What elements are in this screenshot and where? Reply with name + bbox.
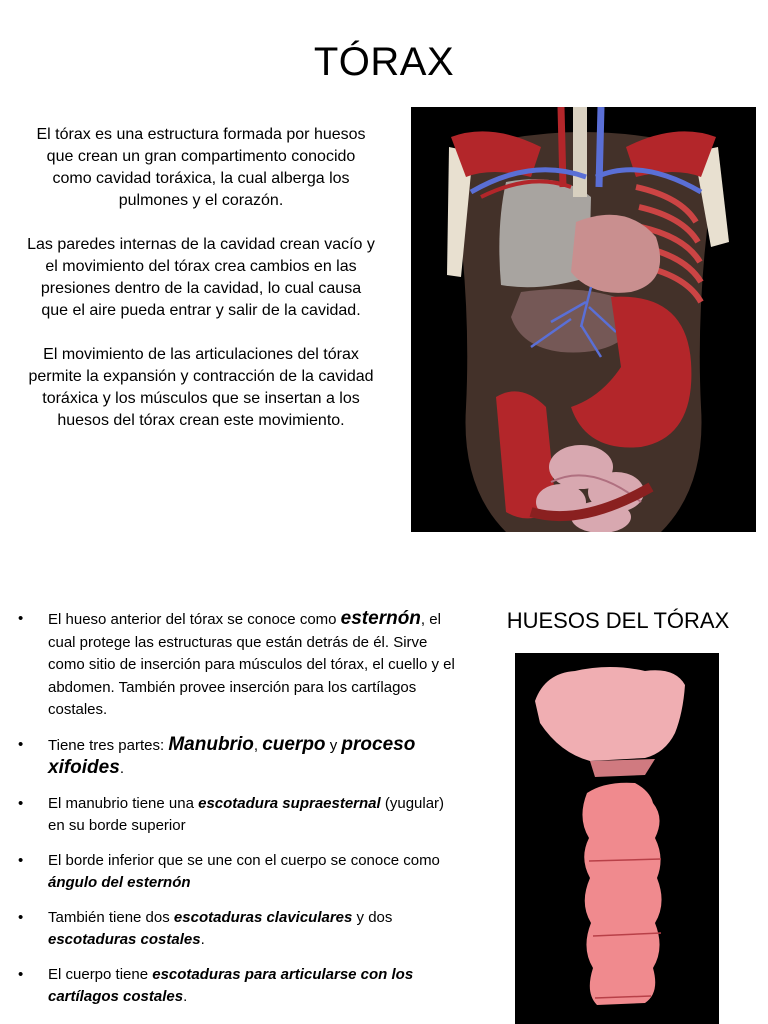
- term-cuerpo: cuerpo: [262, 733, 326, 755]
- term-esternon: esternón: [340, 608, 421, 629]
- list-item: • El hueso anterior del tórax se conoce como esternón, el cual protege las estructuras que están detrás de él. Sirve como sitio de inserción para músculos del tórax, el cuello y el abdomen. También provee inserción para los cartílagos costales.: [18, 608, 463, 722]
- list-item: • El manubrio tiene una escotadura supraesternal (yugular) en su borde superior: [18, 793, 463, 838]
- term-manubrio: Manubrio: [168, 733, 254, 755]
- term-escotaduras-costales: escotaduras costales: [48, 931, 201, 948]
- sternum-illustration: [515, 653, 719, 1024]
- term-escotaduras-cartilagos: escotaduras para articularse con los cartílagos costales: [48, 965, 414, 1005]
- thorax-illustration: [411, 107, 756, 532]
- list-item: • También tiene dos escotaduras claviculares y dos escotaduras costales.: [18, 907, 463, 952]
- intro-paragraph: El tórax es una estructura formada por huesos que crean un gran compartimento conocido como cavidad toráxica, la cual alberga los pulmones y el corazón.: [36, 126, 366, 209]
- section-title: HUESOS DEL TÓRAX: [506, 608, 730, 633]
- term-angulo-esternon: ángulo del esternón: [48, 874, 191, 891]
- list-item: • El borde inferior que se une con el cuerpo se conoce como ángulo del esternón: [18, 850, 463, 895]
- list-item: • El cuerpo tiene escotaduras para articularse con los cartílagos costales.: [18, 964, 463, 1009]
- intro-text: [26, 124, 376, 454]
- sternum-image: [515, 653, 719, 1024]
- intro-paragraph: Las paredes internas de la cavidad crean vacío y el movimiento del tórax crea cambios en las presiones dentro de la cavidad, lo cual causa que el aire pueda entrar y salir de la cavidad.: [27, 236, 375, 319]
- slide-title: TÓRAX: [313, 40, 455, 84]
- intro-paragraph: El movimiento de las articulaciones del tórax permite la expansión y contracción de la cavidad toráxica y los músculos que se insertan a los huesos del tórax crean este movimiento.: [28, 346, 374, 429]
- thorax-anatomy-image: [411, 107, 756, 532]
- list-item: • Tiene tres partes: Manubrio, cuerpo y proceso xifoides.: [18, 734, 463, 781]
- term-escotaduras-claviculares: escotaduras claviculares: [173, 908, 353, 926]
- sternum-bullet-list: [18, 608, 463, 1021]
- term-escotadura-supraesternal: escotadura supraesternal: [198, 794, 381, 812]
- term-proceso-xifoides: proceso xifoides: [48, 733, 416, 778]
